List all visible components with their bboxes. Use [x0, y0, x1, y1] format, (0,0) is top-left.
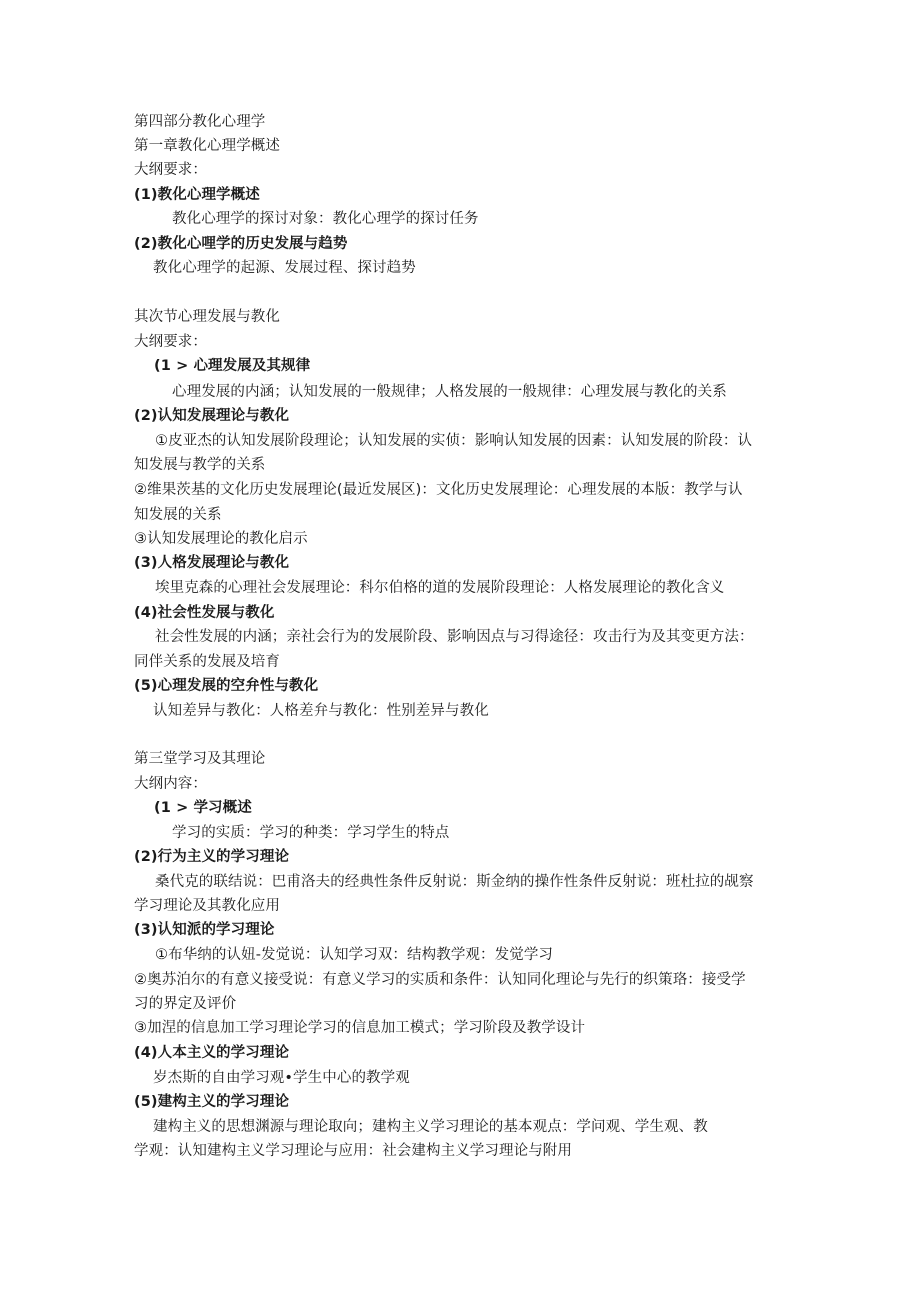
- section-3-title: 第三堂学习及其理论: [134, 751, 266, 767]
- item-5-heading: (5)建构主义的学习理论: [134, 1094, 290, 1110]
- item-1-text: 学习的实质：学习的种类：学习学生的特点: [172, 825, 450, 841]
- item-1-text: 教化心理学的探讨对象：教化心理学的探讨任务: [172, 211, 479, 227]
- item-3-heading: (3)认知派的学习理论: [134, 922, 275, 938]
- item-2-heading: (2)行为主义的学习理论: [134, 849, 290, 865]
- item-4-text-cont: 同伴关系的发展及培育: [134, 654, 280, 670]
- item-5-heading: (5)心理发展的空弁性与教化: [134, 678, 319, 694]
- chapter-1-title: 第一章教化心理学概述: [134, 138, 280, 154]
- item-3-heading: (3)人格发展理论与教化: [134, 555, 290, 571]
- syllabus-requirements-heading: 大纲要求：: [134, 162, 207, 178]
- item-2-text-cont: 学习理论及其教化应用: [134, 898, 280, 914]
- item-5-text: 认知差异与教化：人格差弁与教化：性别差异与教化: [153, 703, 489, 719]
- item-5-text-cont: 学观：认知建构主义学习理论与应用：社会建构主义学习理论与附用: [134, 1143, 572, 1159]
- item-2-text-2: ②维果茨基的文化历史发展理论(最近发展区)：文化历史发展理论：心理发展的本版：教学与认: [134, 482, 743, 498]
- item-3-text-1: ①布华纳的认妞-发觉说：认知学习双：结构教学观：发觉学习: [155, 947, 554, 963]
- item-1-heading: (1)教化心理学概述: [134, 187, 260, 203]
- item-4-text: 社会性发展的内涵；亲社会行为的发展阶段、影响因点与习得途径：攻击行为及其变更方法：: [155, 629, 754, 645]
- item-1-text: 心理发展的内涵；认知发展的一般规律；人格发展的一般规律：心理发展与教化的关系: [172, 384, 727, 400]
- item-1-heading: (1 > 心理发展及其规律: [154, 358, 311, 374]
- item-1-heading: (1 > 学习概述: [154, 800, 252, 816]
- item-2-heading: (2)教化心哩学的历史发展与趋势: [134, 236, 348, 252]
- item-2-heading: (2)认知发展理论与教化: [134, 408, 290, 424]
- syllabus-requirements-heading: 大纲要求：: [134, 334, 207, 350]
- item-2-text: 桑代克的联结说：巴甫洛夫的经典性条件反射说：斯金纳的操作性条件反射说：班杜拉的觇察: [155, 874, 754, 890]
- item-2-text: 教化心理学的起源、发展过程、探讨趋势: [153, 260, 416, 276]
- part-title: 第四部分教化心理学: [134, 114, 266, 130]
- item-4-heading: (4)人本主义的学习理论: [134, 1045, 290, 1061]
- section-2-title: 其次节心理发展与教化: [134, 309, 280, 325]
- item-4-text: 岁杰斯的自由学习观•学生中心的教学观: [153, 1070, 410, 1086]
- item-5-text: 建构主义的思想渊源与理论取向；建构主义学习理论的基本观点：学问观、学生观、教: [153, 1119, 708, 1135]
- item-3-text-2-cont: 习的界定及评价: [134, 996, 237, 1012]
- item-2-text-3: ③认知发展理论的教化启示: [134, 531, 308, 547]
- syllabus-content-heading: 大纲内容：: [134, 776, 207, 792]
- item-2-text-1: ①皮亚杰的认知发展阶段理论；认知发展的实侦：影响认知发展的因素：认知发展的阶段：认: [155, 433, 753, 449]
- item-2-text-1-cont: 知发展与教学的关系: [134, 457, 266, 473]
- item-3-text-2: ②奥苏泊尔的有意义接受说：有意义学习的实质和条件：认知同化理论与先行的织策珞：接受学: [134, 972, 746, 988]
- item-3-text-3: ③加涅的信息加工学习理论学习的信息加工模式；学习阶段及教学设计: [134, 1020, 586, 1036]
- item-2-text-2-cont: 知发展的关系: [134, 507, 222, 523]
- item-4-heading: (4)社会性发展与教化: [134, 605, 275, 621]
- item-3-text: 埃里克森的心理社会发展理论：科尔伯格的道的发展阶段理论：人格发展理论的教化含义: [155, 580, 725, 596]
